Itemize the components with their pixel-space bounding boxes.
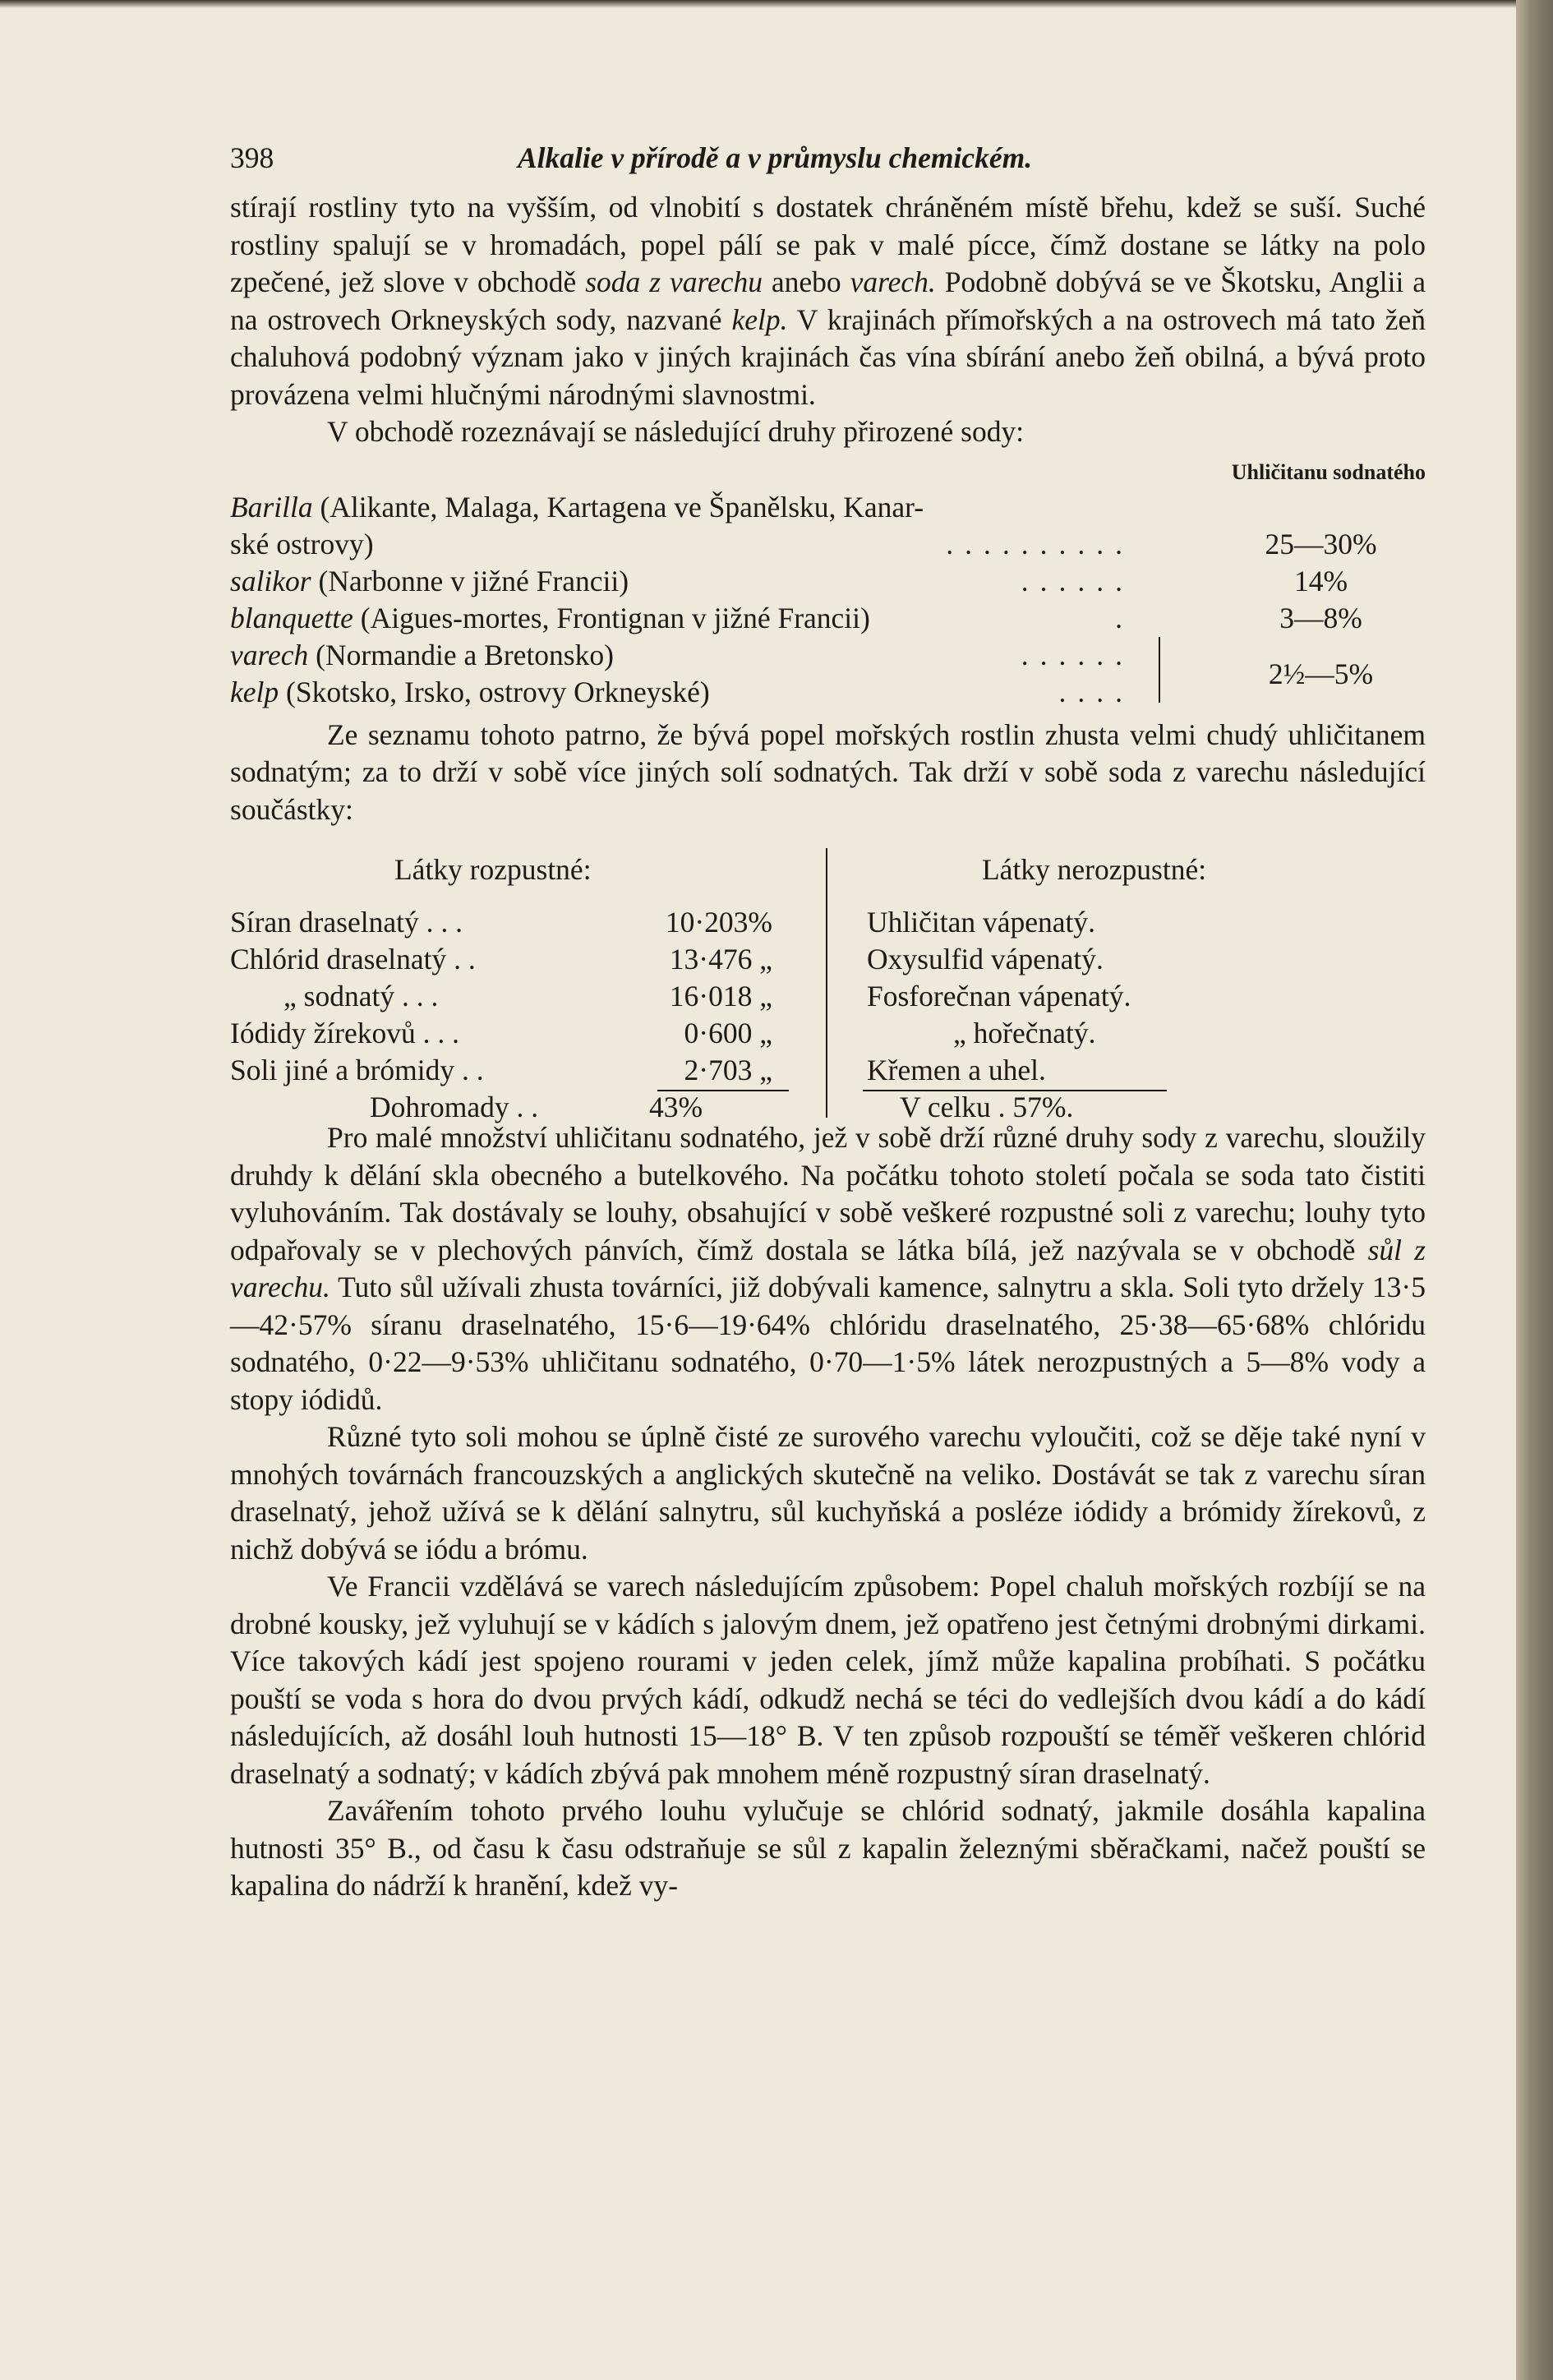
paragraph-6: Ve Francii vzdělává se varech následujícím způsobem: Popel chaluh mořských rozbíjí se na drobné kousky, jež vyluhují se v kádích s jalovým dnem, jež opatřeno jest četnými drobnými dirkami. Více takových kádí jest spojeno rourami v jeden celek, jímž může kapalina probíhati. S počátku pouští se voda s hora do dvou prvých kádí, odkudž nechá se téci do vedlejších dvou kádí a do kádí následujících, až dosáhl louh hutnosti 15—18° B. V ten způsob rozpouští se téměř veškeren chlórid draselnatý a sodnatý; v kádích zbývá pak mnohem méně rozpustný síran draselnatý. (230, 1570, 1426, 1790)
running-header (230, 140, 1426, 189)
insoluble-total: V celku . 57%. (900, 1091, 1074, 1123)
insoluble-row: Oxysulfid vápenatý. (867, 943, 1104, 976)
paragraph-1: stírají rostliny tyto na vyšším, od vlnobití s dostatek chráněném místě břehu, kdež se suší. Suché rostliny spalují se v hromadách, popel pálí se pak v malé pícce, čímž dostane se látky na polo zpečené, jež slove v obchodě soda z varechu anebo varech. Podobně dobývá se ve Škotsku, Anglii a na ostrovech Orkneyských sody, nazvané kelp. V krajinách přímořských a na ostrovech má tato žeň chaluhová podobný význam jako v jiných krajinách čas vína sbírání anebo žeň obilná, a bývá proto provázena velmi hlučnými národnými slavnostmi. (230, 191, 1426, 411)
paragraph-5: Různé tyto soli mohou se úplně čisté ze surového varechu vyloučiti, což se děje také nyní v mnohých továrnách francouzských a anglických skutečně na veliko. Dostávát se tak z varechu síran draselnatý, jehož užívá se k dělání salnytru, sůl kuchyňská a posléze iódidy a brómidy žírekovů, z nichž dobývá se iódu a brómu. (230, 1420, 1426, 1566)
paragraph-3: Ze seznamu tohoto patrno, že bývá popel mořských rostlin zhusta velmi chudý uhličitanem sodnatým; za to drží v sobě více jiných solí sodnatých. Tak drží v sobě soda z varechu následující součástky: (230, 717, 1426, 826)
soda-row-shared-value: 2½—5% (1268, 657, 1374, 690)
soluble-header: Látky rozpustné: (394, 853, 592, 886)
soluble-total: Dohromady . . 43% (370, 1091, 703, 1123)
book-spine-edge (1516, 0, 1553, 2380)
grouping-brace (1159, 637, 1167, 703)
insoluble-row: „ hořečnatý. (953, 1017, 1096, 1049)
insoluble-header: Látky nerozpustné: (982, 853, 1207, 886)
page-content (230, 140, 1426, 1905)
soda-table-column-header: Uhličitanu sodnatého (1231, 459, 1426, 484)
paragraph-7: Zavářením tohoto prvého louhu vylučuje se chlórid sodnatý, jakmile dosáhla kapalina hutnosti 35° B., od času k času odstraňuje se sůl z kapalin železnými sběračkami, načež pouští se kapalina do nádrží k hranění, kdež vy- (230, 1794, 1426, 1902)
column-divider (826, 848, 827, 1118)
page-number: 398 (230, 141, 274, 174)
soluble-row: Síran draselnatý . . . 10·203% (230, 906, 772, 939)
soluble-row: Soli jiné a brómidy . . 2·703 „ (230, 1054, 772, 1086)
paragraph-2: V obchodě rozeznávají se následující druhy přirozené sody: (327, 415, 1025, 448)
soluble-row: Chlórid draselnatý . . 13·476 „ (230, 943, 772, 976)
insoluble-row: Uhličitan vápenatý. (867, 906, 1095, 939)
ingredients-table (230, 848, 1426, 1123)
page-top-shadow (0, 0, 1516, 8)
soluble-row: „ sodnatý . . . 16·018 „ (283, 980, 772, 1012)
insoluble-row: Křemen a uhel. (867, 1054, 1046, 1086)
paragraph-4: Pro malé množství uhličitanu sodnatého, jež v sobě drží různé druhy sody z varechu, sloužily druhdy k dělání skla obecného a butelkového. Na počátku tohoto století počala se soda tato čistiti vyluhováním. Tak dostávaly se louhy, obsahující v sobě veškeré rozpustné soli z varechu; louhy tyto odpařovaly se v plechových pánvích, čímž dostala se látka bílá, jež nazývala se v obchodě sůl z varechu. Tuto sůl užívali zhusta továrníci, již dobývali kamence, salnytru a skla. Soli tyto držely 13·5—42·57% síranu draselnatého, 15·6—19·64% chlóridu draselnatého, 25·38—65·68% chlóridu sodnatého, 0·22—9·53% uhličitanu sodnatého, 0·70—1·5% látek nerozpustných a 5—8% vody a stopy iódidů. (230, 1121, 1426, 1416)
running-title: Alkalie v přírodě a v průmyslu chemickém. (518, 141, 1033, 174)
soda-table: Barilla (Alikante, Malaga, Kartagena ve Španělsku, Kanar- ské ostrovy) .......... 25—30% salikor (Narbonne v jižné Francii) ...... 14% blanquette (Aigues-mortes, Frontignan v jižné Francii) . 3—8% varech (Normandie a Bretonsko) ...... kelp (Skotsko, Irsko, ostrovy Orkneyské) .... 2½—5% (230, 489, 1426, 707)
soluble-row: Iódidy žírekovů . . . 0·600 „ (230, 1017, 772, 1049)
insoluble-row: Fosforečnan vápenatý. (867, 980, 1131, 1012)
